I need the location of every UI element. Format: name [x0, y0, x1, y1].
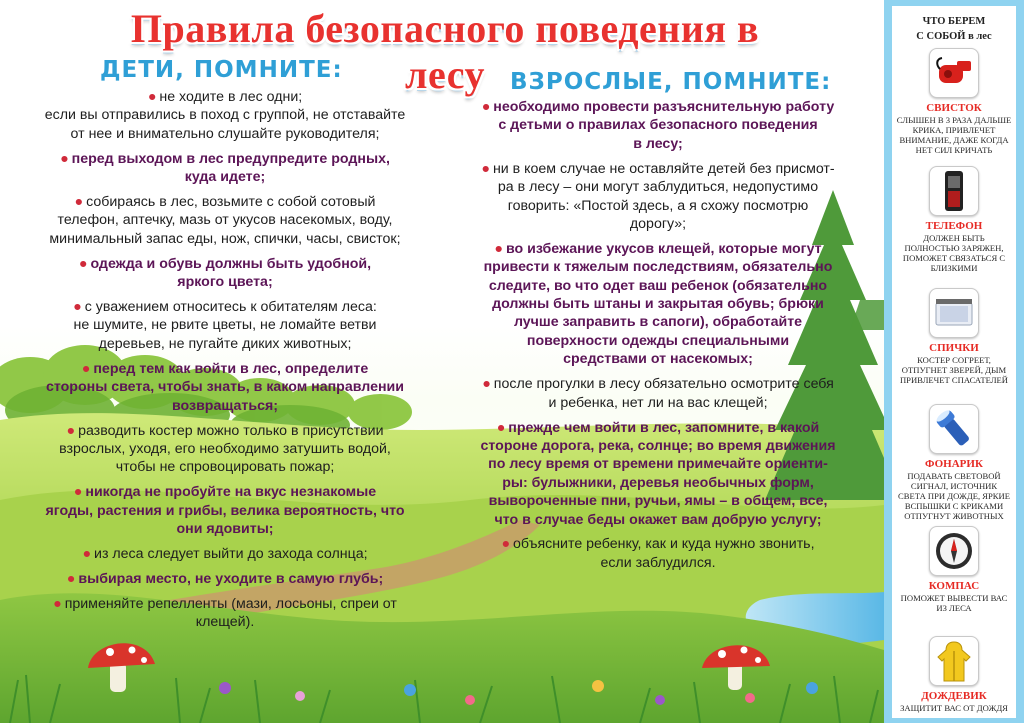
item-name: ДОЖДЕВИК [921, 690, 987, 702]
rule-line: прежде чем войти в лес, запомните, в какой [508, 419, 820, 436]
rule-line: разводить костер можно только в присутствии [78, 422, 384, 439]
bullet-icon: ● [74, 194, 84, 211]
item-desc-line: ОТПУГНЕТ ЗВЕРЕЙ, ДЫМ [901, 365, 1007, 375]
item-name: СВИСТОК [926, 102, 982, 114]
item-matches [892, 288, 1016, 385]
item-name: СПИЧКИ [929, 342, 979, 354]
bullet-icon: ● [482, 376, 491, 393]
item-desc-line: ПОДАВАТЬ СВЕТОВОЙ [907, 471, 1001, 481]
bullet-icon: ● [496, 419, 506, 436]
rule-line: поверхности одежды специальными [526, 332, 790, 349]
item-description [892, 593, 1016, 613]
item-description [892, 355, 1016, 385]
flashlight-icon [929, 404, 979, 454]
rule-item [452, 98, 864, 153]
rule-line: одежда и обувь должны быть удобной, [90, 255, 372, 272]
rule-line: они ядовиты; [176, 521, 274, 538]
bullet-icon: ● [53, 595, 62, 612]
rule-line: средствами от насекомых; [563, 351, 753, 368]
rule-line: что в случае беды окажет вам добрую услугу; [494, 511, 822, 528]
rule-line: если заблудился. [600, 554, 716, 571]
children-rules [10, 88, 440, 638]
rule-line: яркого цвета; [177, 274, 273, 291]
item-phone [892, 166, 1016, 273]
item-name: ФОНАРИК [925, 458, 983, 470]
rule-item [452, 535, 864, 572]
item-desc-line: НЕТ СИЛ КРИЧАТЬ [915, 145, 993, 155]
rule-line: клещей). [195, 614, 255, 631]
rule-line: необходимо провести разъяснительную работу [493, 99, 835, 115]
rule-line: ра в лесу – они могут заблудиться, недопустимо [497, 179, 819, 196]
bullet-icon: ● [147, 89, 157, 105]
rule-line: взрослых, уходя, его необходимо затушить водой, [59, 440, 391, 457]
rule-line: телефон, аптечку, мазь от укусов насекомых, воду, [57, 212, 393, 229]
rule-line: возвращаться; [172, 397, 278, 414]
rule-line: куда идете; [184, 169, 266, 186]
rule-line: если вы отправились в поход с группой, не отставайте [44, 107, 406, 124]
compass-icon [929, 526, 979, 576]
bullet-icon: ● [82, 545, 92, 562]
rule-line: с детьми о правилах безопасного поведения [498, 117, 818, 134]
item-description [892, 233, 1016, 273]
item-desc-line: ПРИВЛЕЧЕТ СПАСАТЕЛЕЙ [899, 375, 1009, 385]
item-desc-line: БЛИЗКИМИ [930, 263, 978, 273]
item-description [892, 703, 1016, 713]
rule-item [10, 570, 440, 588]
item-desc-line: ОТПУГНУТ ЖИВОТНЫХ [904, 511, 1004, 521]
bullet-icon: ● [501, 536, 511, 553]
rule-line: лучше заправить в сапоги), обработайте [513, 314, 803, 331]
rule-item [452, 419, 864, 529]
rule-line: говорить: «Постой здесь, а я схожу посмотрю [507, 197, 809, 214]
item-desc-line: СВЕТА ПРИ ДОЖДЕ, ЯРКИЕ [898, 491, 1010, 501]
rule-line: применяйте репелленты (мази, лосьоны, спреи от [64, 595, 397, 612]
rule-item [10, 422, 440, 477]
rule-item [10, 88, 440, 143]
item-desc-line: ПОМОЖЕТ ВЫВЕСТИ ВАС [900, 593, 1008, 603]
item-desc-line: ПОЛНОСТЬЮ ЗАРЯЖЕН, [904, 243, 1004, 253]
rule-line: привести к тяжелым последствиям, обязательно [483, 259, 833, 276]
item-desc-line: ДОЛЖЕН БЫТЬ [923, 233, 985, 243]
item-desc-line: ПОМОЖЕТ СВЯЗАТЬСЯ С [902, 253, 1006, 263]
item-raincoat [892, 636, 1016, 713]
children-heading: ДЕТИ, ПОМНИТЕ: [100, 57, 343, 83]
rule-line: во избежание укусов клещей, которые могут [505, 240, 822, 257]
item-desc-line: ИЗ ЛЕСА [936, 603, 972, 613]
adults-heading: ВЗРОСЛЫЕ, ПОМНИТЕ: [510, 69, 832, 95]
bullet-icon: ● [66, 570, 76, 587]
item-whistle [892, 48, 1016, 155]
bullet-icon: ● [60, 150, 69, 167]
rule-line: и ребенка, нет ли на вас клещей; [548, 394, 768, 411]
rule-line: минимальный запас еды, нож, спички, часы, свисток; [49, 230, 401, 247]
whistle-icon [929, 48, 979, 98]
item-flashlight [892, 404, 1016, 521]
bullet-icon: ● [73, 484, 83, 501]
phone-icon [929, 166, 979, 216]
rule-line: никогда не пробуйте на вкус незнакомые [85, 484, 377, 501]
page-title: Правила безопасного поведения в лесу [130, 6, 760, 97]
rule-line: ни в коем случае не оставляйте детей без присмот- [492, 160, 835, 177]
bullet-icon: ● [481, 160, 490, 177]
rule-line: вывороченные пни, ручьи, ямы – в общем, все, [488, 493, 828, 510]
bullet-icon: ● [73, 299, 82, 316]
rule-line: из леса следует выйти до захода солнца; [94, 545, 368, 562]
rule-item [452, 160, 864, 234]
item-description [892, 115, 1016, 155]
rule-line: стороне дорога, река, солнце; во время движения [480, 437, 836, 454]
bullet-icon: ● [481, 99, 491, 115]
matches-icon [929, 288, 979, 338]
rule-line: стороны света, чтобы знать, в каком направлении [45, 379, 404, 396]
bullet-icon: ● [66, 422, 76, 439]
adults-rules [452, 98, 864, 579]
sidebar-heading-line: С СОБОЙ в лес [916, 31, 992, 42]
rule-item [452, 240, 864, 369]
raincoat-icon [929, 636, 979, 686]
item-desc-line: ЗАЩИТИТ ВАС ОТ ДОЖДЯ [900, 703, 1008, 713]
rule-line: по лесу время от времени примечайте ориенти- [488, 456, 828, 473]
rule-item [10, 193, 440, 248]
rule-line: деревьев, не пугайте диких животных; [98, 335, 352, 352]
item-desc-line: КОСТЕР СОГРЕЕТ, [917, 355, 991, 365]
sidebar-panel [892, 6, 1016, 718]
bullet-icon: ● [78, 255, 88, 272]
rule-item [10, 255, 440, 292]
item-desc-line: СИГНАЛ, ИСТОЧНИК [910, 481, 998, 491]
item-desc-line: ВСПЫШКИ С КРИКАМИ [904, 501, 1004, 511]
sidebar-heading [892, 14, 1016, 44]
rule-line: должны быть штаны и закрытая обувь; брюки [492, 296, 824, 313]
rule-line: выбирая место, не уходите в самую глубь; [78, 570, 384, 587]
rule-line: объясните ребенку, как и куда нужно звонить, [513, 536, 815, 553]
bullet-icon: ● [494, 240, 503, 257]
rule-line: чтобы не спровоцировать пожар; [115, 459, 335, 476]
rule-item [10, 595, 440, 632]
rule-line: не ходите в лес одни; [159, 89, 303, 105]
rule-item [10, 360, 440, 415]
item-desc-line: ВНИМАНИЕ, ДАЖЕ КОГДА [899, 135, 1009, 145]
rule-line: перед выходом в лес предупредите родных, [71, 150, 390, 167]
item-name: ТЕЛЕФОН [925, 220, 983, 232]
rule-line: в лесу; [633, 135, 683, 152]
rule-line: следите, во что одет ваш ребенок (обязательно [488, 277, 828, 294]
rule-line: ры: булыжники, деревья необычных форм, [502, 474, 814, 491]
rule-item [10, 298, 440, 353]
rule-item [10, 483, 440, 538]
rule-line: ягоды, растения и грибы, велика вероятность, что [45, 502, 405, 519]
rule-item [10, 150, 440, 187]
item-desc-line: СЛЫШЕН В 3 РАЗА ДАЛЬШЕ [896, 115, 1012, 125]
rule-item [452, 375, 864, 412]
item-compass [892, 526, 1016, 613]
bullet-icon: ● [81, 360, 91, 377]
rule-line: перед тем как войти в лес, определите [93, 360, 369, 377]
rule-item [10, 545, 440, 563]
item-name: КОМПАС [928, 580, 980, 592]
sidebar [884, 0, 1024, 723]
sidebar-heading-line: ЧТО БЕРЕМ [922, 16, 986, 27]
rule-line: с уважением относитесь к обитателям леса: [84, 299, 377, 316]
item-description [892, 471, 1016, 521]
item-desc-line: КРИКА, ПРИВЛЕЧЕТ [912, 125, 996, 135]
rule-line: не шумите, не рвите цветы, не ломайте ветви [73, 317, 377, 334]
rule-line: собираясь в лес, возьмите с собой сотовый [86, 194, 376, 211]
rule-line: дорогу»; [629, 215, 687, 232]
rule-line: от нее и внимательно слушайте руководителя; [70, 125, 380, 142]
rule-line: после прогулки в лесу обязательно осмотрите себя [493, 376, 834, 393]
